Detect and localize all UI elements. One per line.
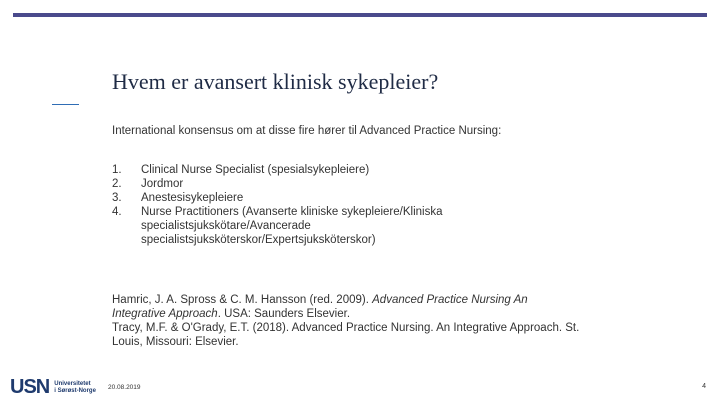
reference-1-publisher: . USA: Saunders Elsevier. <box>217 308 351 320</box>
accent-line <box>52 104 79 105</box>
page-number: 4 <box>702 383 706 390</box>
references <box>112 293 582 349</box>
list-text: Anestesisykepleiere <box>141 192 244 204</box>
logo-text <box>54 381 96 395</box>
list-item <box>112 163 542 177</box>
list-number: 4. <box>112 206 122 218</box>
reference-1-title: Advanced Practice Nursing An Integrative Approach <box>112 294 528 320</box>
footer-date: 20.08.2019 <box>108 384 141 391</box>
list-text: Clinical Nurse Specialist (spesialsykepleiere) <box>141 164 370 176</box>
usn-logo <box>10 376 96 399</box>
intro-text: International konsensus om at disse fire hører til Advanced Practice Nursing: <box>112 125 502 137</box>
reference-2: Tracy, M.F. & O'Grady, E.T. (2018). Advanced Practice Nursing. An Integrative Approach. St. Louis, Missouri: Elsevier. <box>112 322 580 348</box>
list-number: 2. <box>112 178 122 190</box>
slide-title: Hvem er avansert klinisk sykepleier? <box>112 69 439 94</box>
list-item <box>112 191 542 205</box>
list-item <box>112 205 542 247</box>
list-number: 1. <box>112 164 122 176</box>
list-text: Nurse Practitioners (Avanserte kliniske sykepleiere/Kliniska specialistsjukskötare/Avancerade specialistsjuksköterskor/Expertsjuksköterskor) <box>141 206 443 246</box>
list-number: 3. <box>112 192 122 204</box>
logo-line-1: Universitetet <box>54 380 91 387</box>
list-item <box>112 177 542 191</box>
logo-mark: USN <box>10 376 50 398</box>
logo-line-2: i Sørøst-Norge <box>54 387 96 394</box>
numbered-list <box>112 163 542 247</box>
reference-1 <box>112 293 582 321</box>
reference-1-authors: Hamric, J. A. Spross & C. M. Hansson (red. 2009). <box>112 294 373 306</box>
top-bar <box>13 13 707 17</box>
list-text: Jordmor <box>141 178 184 190</box>
